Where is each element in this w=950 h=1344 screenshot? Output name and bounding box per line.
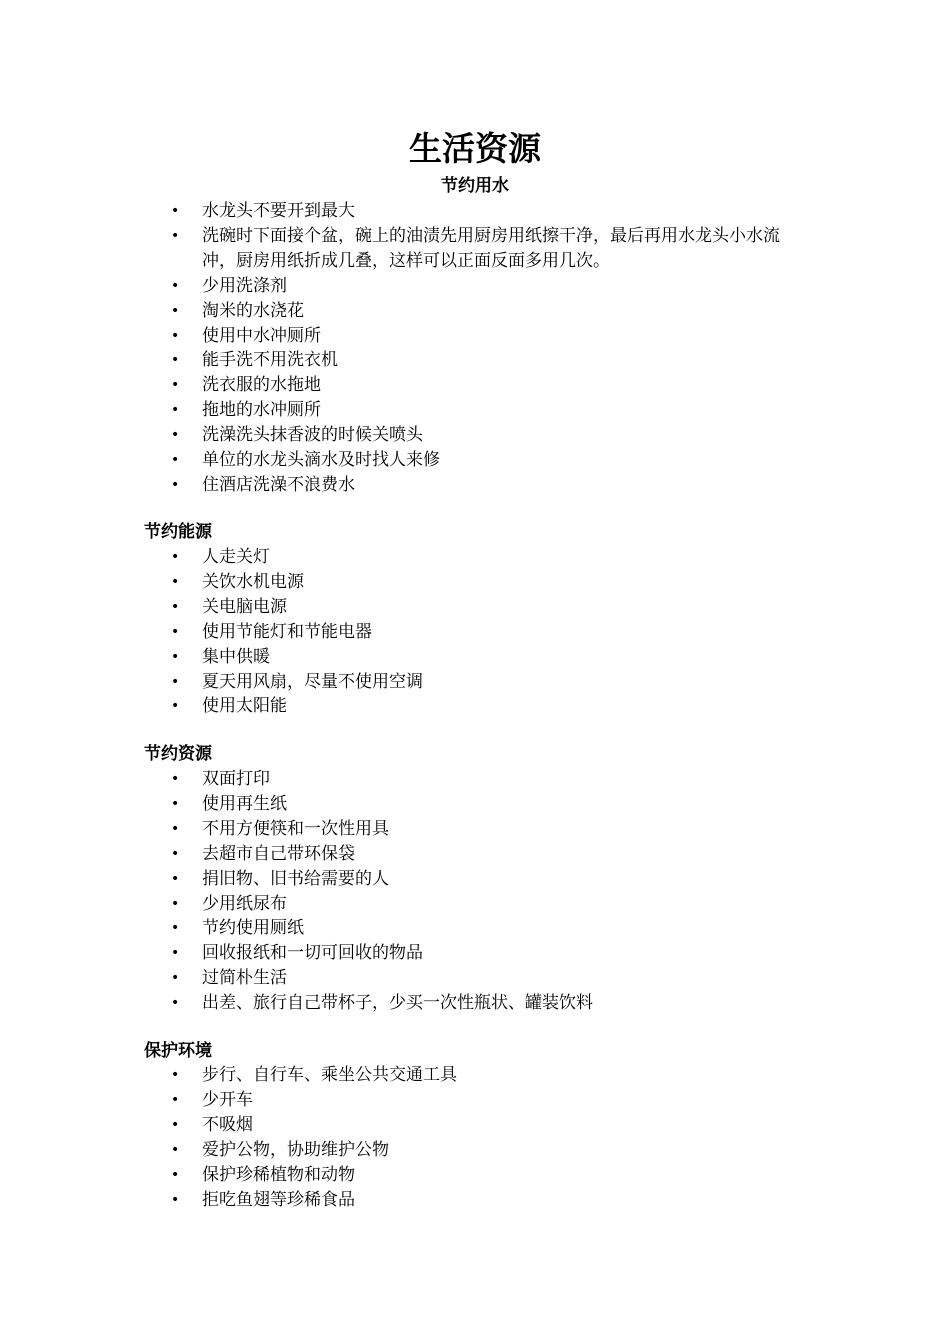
bullet-icon: •	[171, 870, 180, 887]
list-item: • 洗衣服的水拖地	[0, 373, 950, 398]
list-item: • 水龙头不要开到最大	[0, 199, 950, 224]
bullet-icon: •	[171, 598, 180, 615]
bullet-icon: •	[171, 377, 180, 394]
list-item: • 使用再生纸	[0, 792, 950, 817]
bullet-icon: •	[171, 476, 180, 493]
bullet-icon: •	[171, 970, 180, 987]
bullet-icon: •	[171, 771, 180, 787]
section-heading-water: 节约用水	[441, 176, 509, 196]
page-title: 生活资源	[409, 129, 541, 168]
bullet-icon: •	[171, 820, 180, 837]
list-item: • 出差、旅行自己带杯子，少买一次性瓶状、罐装饮料	[0, 991, 950, 1016]
list-item: • 使用节能灯和节能电器	[0, 620, 950, 645]
bullet-icon: •	[171, 795, 180, 812]
list-item: • 拒吃鱼翅等珍稀食品	[0, 1188, 950, 1213]
list-item: • 捐旧物、旧书给需要的人	[0, 867, 950, 892]
list-item: • 保护珍稀植物和动物	[0, 1163, 950, 1188]
list-item: • 能手洗不用洗衣机	[0, 348, 950, 373]
list-item: • 关饮水机电源	[0, 570, 950, 595]
list-item: • 少用洗涤剂	[0, 274, 950, 299]
bullet-icon: •	[171, 648, 180, 665]
list-item: • 使用中水冲厕所	[0, 324, 950, 349]
list-item: • 少开车	[0, 1088, 950, 1113]
bullet-icon: •	[171, 673, 180, 690]
bullet-icon: •	[171, 302, 180, 319]
list-item: • 夏天用风扇，尽量不使用空调	[0, 670, 950, 695]
list-item: • 洗碗时下面接个盆，碗上的油渍先用厨房用纸擦干净，最后再用水龙头小水流冲，厨房用纸折成几叠，这样可以正面反面多用几次。	[171, 225, 780, 271]
list-item: • 关电脑电源	[0, 595, 950, 620]
section-heading-energy: 节约能源	[144, 522, 212, 542]
list-item: • 使用太阳能	[0, 694, 950, 719]
list-item: • 不吸烟	[0, 1113, 950, 1138]
list-item: • 少用纸尿布	[0, 892, 950, 917]
bullet-icon: •	[171, 327, 180, 344]
list-item: • 不用方便筷和一次性用具	[0, 817, 950, 842]
bullet-icon: •	[171, 995, 180, 1012]
bullet-icon: •	[171, 427, 180, 444]
list-item: • 集中供暖	[0, 645, 950, 670]
list-item: • 单位的水龙头滴水及时找人来修	[0, 448, 950, 473]
bullet-icon: •	[171, 895, 180, 912]
list-item: • 回收报纸和一切可回收的物品	[0, 941, 950, 966]
list-item: • 过简朴生活	[0, 966, 950, 991]
water-saving-list	[0, 199, 950, 498]
bullet-icon: •	[171, 1091, 180, 1108]
bullet-icon: •	[171, 402, 180, 419]
bullet-icon: •	[171, 452, 180, 469]
bullet-icon: •	[171, 573, 180, 590]
bullet-icon: •	[171, 920, 180, 937]
bullet-icon: •	[171, 203, 180, 219]
bullet-icon: •	[171, 698, 180, 715]
bullet-icon: •	[171, 277, 180, 294]
list-item: • 住酒店洗澡不浪费水	[0, 473, 950, 498]
list-item: • 步行、自行车、乘坐公共交通工具	[0, 1063, 950, 1088]
bullet-icon: •	[171, 1067, 180, 1083]
bullet-icon: •	[171, 1141, 180, 1158]
bullet-icon: •	[171, 1191, 180, 1208]
bullet-icon: •	[171, 623, 180, 640]
list-item: • 爱护公物，协助维护公物	[0, 1138, 950, 1163]
list-item: • 淘米的水浇花	[0, 299, 950, 324]
environment-protection-list	[0, 1063, 950, 1212]
list-item: • 去超市自己带环保袋	[0, 842, 950, 867]
section-heading-resources: 节约资源	[144, 744, 212, 764]
bullet-icon: •	[171, 1116, 180, 1133]
list-item: • 双面打印	[0, 767, 950, 792]
list-item: • 节约使用厕纸	[0, 916, 950, 941]
list-item: • 人走关灯	[0, 545, 950, 570]
bullet-icon: •	[171, 227, 180, 244]
energy-saving-list	[0, 545, 950, 719]
bullet-icon: •	[171, 845, 180, 862]
list-item: • 拖地的水冲厕所	[0, 398, 950, 423]
bullet-icon: •	[171, 945, 180, 962]
bullet-icon: •	[171, 549, 180, 565]
resource-saving-list	[0, 767, 950, 1016]
bullet-icon: •	[171, 352, 180, 369]
bullet-icon: •	[171, 1166, 180, 1183]
section-heading-environment: 保护环境	[144, 1041, 212, 1061]
list-item: • 洗澡洗头抹香波的时候关喷头	[0, 423, 950, 448]
